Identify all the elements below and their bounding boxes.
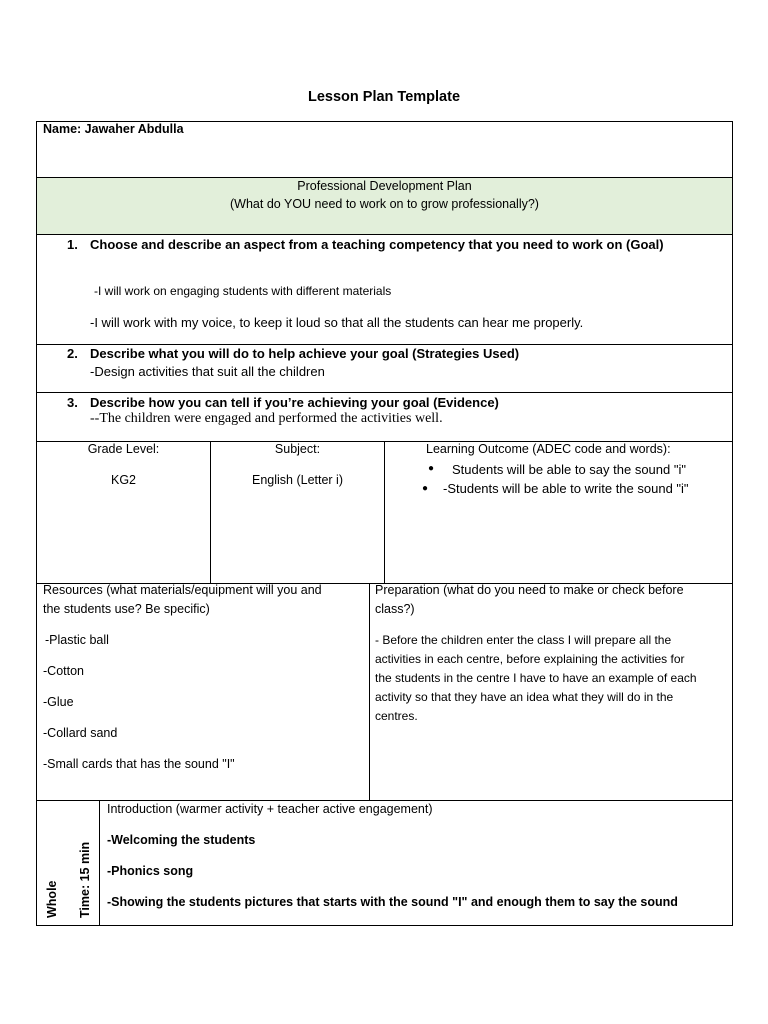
resources-heading-2: the students use? Be specific) bbox=[43, 602, 210, 616]
goal-line-1: -I will work on engaging students with different materials bbox=[94, 284, 392, 298]
preparation-line: - Before the children enter the class I will prepare all the bbox=[375, 633, 672, 647]
preparation-heading-1: Preparation (what do you need to make or check before bbox=[375, 583, 684, 597]
strategies-number: 2. bbox=[67, 346, 78, 361]
outcome-item-2: -Students will be able to write the sound "i" bbox=[443, 481, 689, 496]
outcome-label: Learning Outcome (ADEC code and words): bbox=[426, 442, 671, 456]
resource-item: -Glue bbox=[43, 695, 74, 709]
resource-item: -Collard sand bbox=[43, 726, 118, 740]
subject-cell bbox=[210, 441, 385, 584]
outcome-item-1: Students will be able to say the sound "i" bbox=[452, 462, 686, 477]
resource-item: -Small cards that has the sound "I" bbox=[43, 757, 235, 771]
evidence-number: 3. bbox=[67, 395, 78, 410]
intro-line: -Phonics song bbox=[107, 864, 194, 878]
outcome-bullet-2: ● bbox=[422, 483, 429, 494]
strategies-text: -Design activities that suit all the children bbox=[90, 364, 325, 379]
preparation-heading-2: class?) bbox=[375, 602, 415, 616]
intro-heading: Introduction (warmer activity + teacher active engagement) bbox=[107, 802, 433, 816]
evidence-heading: Describe how you can tell if you’re achieving your goal (Evidence) bbox=[90, 395, 499, 410]
outcome-bullet-1: ● bbox=[428, 463, 435, 474]
preparation-line: centres. bbox=[375, 709, 418, 723]
subject-value: English (Letter i) bbox=[251, 473, 343, 487]
whole-label: Whole bbox=[45, 880, 59, 918]
intro-line: -Welcoming the students bbox=[107, 833, 256, 847]
page-title: Lesson Plan Template bbox=[307, 89, 461, 105]
name-label: Name: Jawaher Abdulla bbox=[43, 122, 184, 136]
resource-item: -Cotton bbox=[43, 664, 84, 678]
pd-header-question: (What do YOU need to work on to grow professionally?) bbox=[230, 197, 539, 211]
grade-label: Grade Level: bbox=[87, 442, 160, 456]
preparation-line: activities in each centre, before explaining the activities for bbox=[375, 652, 685, 666]
goal-line-2: -I will work with my voice, to keep it loud so that all the students can hear me properly. bbox=[90, 315, 584, 330]
goal-heading: Choose and describe an aspect from a teaching competency that you need to work on (Goal) bbox=[90, 237, 664, 252]
resource-item: -Plastic ball bbox=[45, 633, 109, 647]
intro-line: -Showing the students pictures that starts with the sound "I" and enough them to say the sound bbox=[107, 895, 678, 909]
grade-cell bbox=[36, 441, 211, 584]
preparation-line: the students in the centre I have to have an example of each bbox=[375, 671, 697, 685]
strategies-heading: Describe what you will do to help achieve your goal (Strategies Used) bbox=[90, 346, 520, 361]
time-label: Time: 15 min bbox=[78, 841, 92, 918]
resources-heading-1: Resources (what materials/equipment will you and bbox=[43, 583, 322, 597]
preparation-line: activity so that they have an idea what they will do in the bbox=[375, 690, 674, 704]
subject-label: Subject: bbox=[274, 442, 321, 456]
pd-header-title: Professional Development Plan bbox=[297, 179, 472, 193]
evidence-text: --The children were engaged and performed the activities well. bbox=[90, 411, 443, 426]
goal-number: 1. bbox=[67, 237, 78, 252]
grade-value: KG2 bbox=[110, 473, 136, 487]
